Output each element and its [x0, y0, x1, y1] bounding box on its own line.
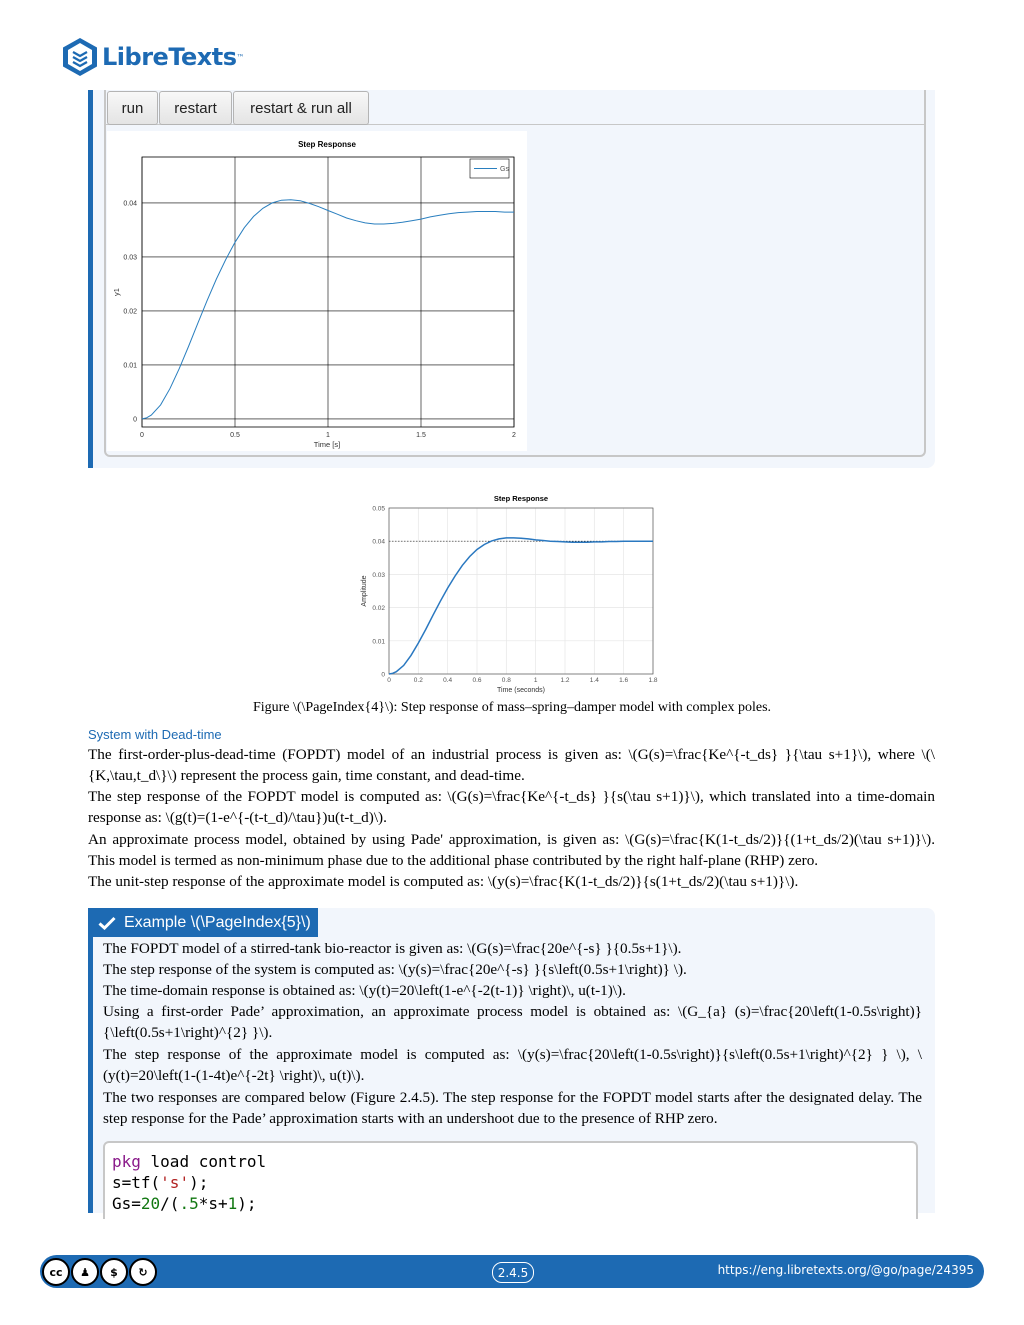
paragraph: An approximate process model, obtained by using Pade' approximation, is given as: \(G(s)=\frac{K(1-t_ds/2)}{(1+t_ds/2)(\tau s+1)}\). This model is termed as non-minimum phase due to the additional phase contributed by the right half-plane (RHP) zero. [88, 831, 935, 870]
plot1-xtick-label: 0.5 [230, 432, 240, 439]
octave-step-response-plot [107, 131, 527, 451]
code-line: s=tf('s'); [112, 1173, 209, 1192]
plot2-grid [389, 508, 653, 674]
plot2-title: Step Response [493, 494, 549, 503]
logo-tm: ™ [236, 52, 245, 62]
plot2-xtick-label: 0.6 [472, 677, 482, 684]
plot1-xtick-label: 1 [326, 432, 330, 439]
restart-button[interactable]: restart [159, 91, 232, 125]
code-editor[interactable] [103, 1141, 918, 1219]
paragraph: The first-order-plus-dead-time (FOPDT) model of an industrial process is given as: \(G(s)=\frac{Ke^{-t_ds} }{\tau s+1}\), where \(\{K,\tau,t_d\}\) represent the process gain, time constant, and dead-time. [88, 746, 935, 785]
plot2-ytick-label: 0 [381, 671, 385, 679]
plot2-frame [389, 508, 653, 674]
matlab-step-response-plot [355, 490, 665, 700]
nc-icon: $ [100, 1258, 128, 1286]
example-title [88, 908, 318, 937]
example-box [88, 908, 935, 1213]
plot1-ylabel: y1 [112, 288, 121, 296]
plot2-xtick-label: 0.4 [443, 677, 453, 684]
run-button[interactable]: run [107, 91, 158, 125]
plot1-xlabel: Time [s] [313, 440, 341, 449]
plot2-xtick-label: 1.2 [560, 677, 570, 684]
by-icon: ♟ [71, 1258, 99, 1286]
cc-license-badge[interactable] [42, 1258, 158, 1285]
plot2-series-line [389, 538, 653, 674]
code-line: Gs=20/(.5*s+1); [112, 1194, 257, 1213]
sa-icon: ↻ [129, 1258, 157, 1286]
plot1-xtick-label: 2 [512, 432, 516, 439]
example-paragraph: The two responses are compared below (Figure 2.4.5). The step response for the FOPDT model starts after the designated delay. The step response for the Pade’ approximation starts with an undershoot due to the presence of RHP zero. [103, 1089, 922, 1128]
page-url[interactable]: https://eng.libretexts.org/@go/page/24395 [717, 1263, 974, 1277]
paragraph: The unit-step response of the approximate model is computed as: \(y(s)=\frac{K(1-t_ds/2)}{s(1+t_ds/2)(\tau s+1)}\). [88, 873, 799, 890]
plot2-ytick-label: 0.04 [372, 538, 385, 546]
plot1-ytick-label: 0.02 [123, 308, 137, 316]
plot2-ytick-label: 0.01 [372, 638, 385, 646]
plot2-xtick-label: 0.2 [413, 677, 423, 684]
plot1-ytick-label: 0 [133, 416, 137, 424]
cc-icon: cc [42, 1258, 70, 1286]
plot1-background [107, 131, 527, 451]
plot2-ytick-label: 0.05 [372, 505, 385, 513]
page-footer [40, 1255, 984, 1288]
plot1-title: Step Response [298, 140, 356, 149]
plot2-xtick-label: 1 [533, 677, 538, 684]
code-line: pkg load control [112, 1152, 267, 1171]
page-number: 2.4.5 [492, 1262, 534, 1283]
plot2-yticks [372, 506, 385, 679]
section-title: System with Dead-time [88, 727, 222, 742]
plot1-xtick-label: 0 [140, 432, 144, 439]
example-title-text: Example \(\PageIndex{5}\) [124, 913, 311, 931]
cell-toolbar [106, 90, 924, 125]
example-paragraph: The step response of the approximate model is computed as: \(y(s)=\frac{20\left(1-0.5s\right)}{s\left(0.5s+1\right)^{2} } \), \(y(t)=20\left(1-(1-4t)e^{-2t} \right)\, u(t)\). [103, 1046, 922, 1085]
plot1-ytick-label: 0.04 [123, 200, 137, 208]
example-paragraph: The FOPDT model of a stirred-tank bio-reactor is given as: \(G(s)=\frac{20e^{-s} }{0.5s+1}\). [103, 940, 682, 957]
plot2-xticks [387, 677, 658, 684]
example-paragraph: The step response of the system is computed as: \(y(s)=\frac{20e^{-s} }{s\left(0.5s+1\right)} \). [103, 961, 687, 978]
plot2-ytick-label: 0.03 [372, 571, 385, 579]
paragraph: The step response of the FOPDT model is computed as: \(G(s)=\frac{Ke^{-t_ds} }{s(\tau s+1)}\), which translated into a time-domain response as: \(g(t)=(1-e^{-(t-t_d)/\tau})u(t-t_d)\). [88, 788, 935, 827]
plot1-legend-label: Gs [500, 166, 509, 173]
plot2-xtick-label: 1.6 [619, 677, 629, 684]
plot2-xtick-label: 1.4 [589, 677, 599, 684]
libretexts-logo[interactable] [62, 36, 245, 78]
example-accent-bar [88, 908, 93, 1213]
plot2-xlabel: Time (seconds) [497, 687, 545, 694]
plot1-ytick-label: 0.03 [123, 254, 137, 262]
figure-caption: Figure \(\PageIndex{4}\): Step response of mass–spring–damper model with complex poles. [252, 700, 772, 715]
plot2-xtick-label: 0.8 [501, 677, 511, 684]
plot2-xtick-label: 1.8 [648, 677, 658, 684]
plot1-ytick-label: 0.01 [123, 362, 137, 370]
plot2-ytick-label: 0.02 [372, 605, 385, 613]
restart-run-all-button[interactable]: restart & run all [233, 91, 369, 125]
libretexts-hex-icon [62, 37, 98, 77]
plot2-xtick-label: 0 [387, 677, 391, 684]
logo-text: LibreTexts [102, 43, 237, 71]
plot1-xtick-label: 1.5 [416, 432, 426, 439]
example-paragraph: The time-domain response is obtained as: \(y(t)=20\left(1-e^{-2(t-1)} \right)\, u(t-1)\). [103, 982, 626, 999]
example-paragraph: Using a first-order Pade’ approximation, an approximate process model is obtained as: \(G_{a} (s)=\frac{20\left(1-0.5s\right)}{\left(0.5s+1\right)^{2} }\). [103, 1003, 922, 1042]
cell-accent-bar [88, 90, 93, 468]
checkmark-icon [96, 916, 118, 930]
plot2-ylabel: Amplitude [361, 575, 368, 607]
